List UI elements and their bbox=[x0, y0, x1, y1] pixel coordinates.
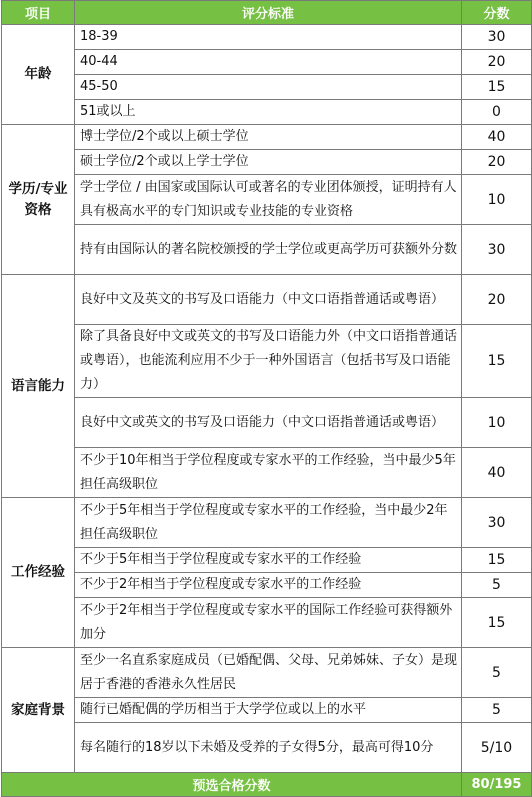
category-family: 家庭背景 bbox=[2, 648, 75, 773]
score-cell: 15 bbox=[462, 75, 532, 100]
criteria-cell: 51或以上 bbox=[75, 100, 462, 125]
header-row bbox=[2, 1, 532, 25]
criteria-cell: 每名随行的18岁以下未婚及受养的子女得5分，最高可得10分 bbox=[75, 723, 462, 773]
header-score: 分数 bbox=[462, 1, 532, 25]
criteria-cell: 不少于10年相当于学位程度或专家水平的工作经验，当中最少5年担任高级职位 bbox=[75, 448, 462, 498]
criteria-cell: 博士学位/2个或以上硕士学位 bbox=[75, 125, 462, 150]
table-row bbox=[2, 275, 532, 325]
table-row bbox=[2, 648, 532, 698]
table-row bbox=[2, 698, 532, 723]
criteria-cell: 18-39 bbox=[75, 25, 462, 50]
score-cell: 10 bbox=[462, 175, 532, 225]
criteria-cell: 良好中文及英文的书写及口语能力（中文口语指普通话或粤语） bbox=[75, 275, 462, 325]
footer-label: 预选合格分数 bbox=[2, 773, 462, 797]
criteria-cell: 40-44 bbox=[75, 50, 462, 75]
table-row bbox=[2, 25, 532, 50]
score-cell: 30 bbox=[462, 25, 532, 50]
table-row bbox=[2, 75, 532, 100]
table-row bbox=[2, 448, 532, 498]
score-cell: 20 bbox=[462, 275, 532, 325]
table-row bbox=[2, 548, 532, 573]
category-age: 年龄 bbox=[2, 25, 75, 125]
table-row bbox=[2, 573, 532, 598]
table-row bbox=[2, 175, 532, 225]
table-row bbox=[2, 598, 532, 648]
score-cell: 5 bbox=[462, 573, 532, 598]
table-row bbox=[2, 723, 532, 773]
score-cell: 5 bbox=[462, 698, 532, 723]
category-education: 学历/专业资格 bbox=[2, 125, 75, 275]
score-cell: 40 bbox=[462, 125, 532, 150]
header-item: 项目 bbox=[2, 1, 75, 25]
criteria-cell: 学士学位 / 由国家或国际认可或著名的专业团体颁授，证明持有人具有极高水平的专门知识或专业技能的专业资格 bbox=[75, 175, 462, 225]
criteria-cell: 良好中文或英文的书写及口语能力（中文口语指普通话或粤语） bbox=[75, 398, 462, 448]
criteria-cell: 硕士学位/2个或以上学士学位 bbox=[75, 150, 462, 175]
table-row bbox=[2, 125, 532, 150]
criteria-cell: 除了具备良好中文或英文的书写及口语能力外（中文口语指普通话或粤语），也能流利应用不少于一种外国语言（包括书写及口语能力） bbox=[75, 325, 462, 398]
criteria-cell: 随行已婚配偶的学历相当于大学学位或以上的水平 bbox=[75, 698, 462, 723]
table-row bbox=[2, 498, 532, 548]
score-cell: 30 bbox=[462, 225, 532, 275]
score-cell: 15 bbox=[462, 325, 532, 398]
criteria-cell: 不少于2年相当于学位程度或专家水平的工作经验 bbox=[75, 573, 462, 598]
header-criteria: 评分标准 bbox=[75, 1, 462, 25]
footer-row bbox=[2, 773, 532, 797]
category-language: 语言能力 bbox=[2, 275, 75, 498]
table-row bbox=[2, 150, 532, 175]
points-table bbox=[1, 0, 532, 797]
table-row bbox=[2, 398, 532, 448]
footer-score: 80/195 bbox=[462, 773, 532, 797]
score-cell: 20 bbox=[462, 150, 532, 175]
category-work: 工作经验 bbox=[2, 498, 75, 648]
criteria-cell: 至少一名直系家庭成员（已婚配偶、父母、兄弟姊妹、子女）是现居于香港的香港永久性居民 bbox=[75, 648, 462, 698]
table-row bbox=[2, 50, 532, 75]
criteria-cell: 持有由国际认的著名院校颁授的学士学位或更高学历可获额外分数 bbox=[75, 225, 462, 275]
score-cell: 15 bbox=[462, 598, 532, 648]
score-cell: 5/10 bbox=[462, 723, 532, 773]
score-cell: 5 bbox=[462, 648, 532, 698]
score-cell: 20 bbox=[462, 50, 532, 75]
table-row bbox=[2, 325, 532, 398]
criteria-cell: 不少于2年相当于学位程度或专家水平的国际工作经验可获得额外加分 bbox=[75, 598, 462, 648]
score-cell: 0 bbox=[462, 100, 532, 125]
score-cell: 15 bbox=[462, 548, 532, 573]
score-cell: 10 bbox=[462, 398, 532, 448]
score-cell: 30 bbox=[462, 498, 532, 548]
criteria-cell: 不少于5年相当于学位程度或专家水平的工作经验，当中最少2年担任高级职位 bbox=[75, 498, 462, 548]
table-row bbox=[2, 100, 532, 125]
table-row bbox=[2, 225, 532, 275]
score-cell: 40 bbox=[462, 448, 532, 498]
criteria-cell: 不少于5年相当于学位程度或专家水平的工作经验 bbox=[75, 548, 462, 573]
criteria-cell: 45-50 bbox=[75, 75, 462, 100]
